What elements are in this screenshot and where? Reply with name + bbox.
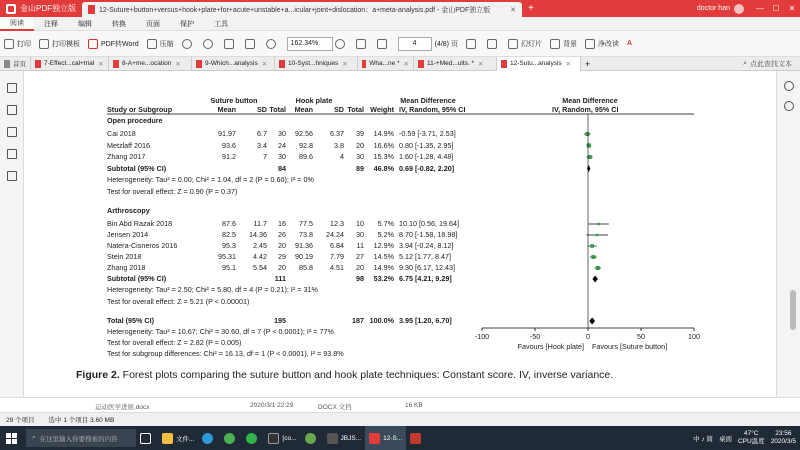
- tab-label: 首页: [13, 61, 26, 68]
- arthro-row-5-total-2: 20: [356, 263, 364, 272]
- user-account[interactable]: [697, 4, 744, 14]
- pdf-icon: [279, 60, 285, 68]
- windows-icon: [6, 433, 17, 444]
- arthro-row-1-sd-1: 11.7: [253, 219, 267, 228]
- pdf-icon: [35, 60, 41, 68]
- last-page-icon: [487, 39, 497, 49]
- pdf-page: [24, 71, 776, 397]
- more-label: A: [626, 40, 633, 47]
- arthro-row-3-ci: 3.94 [-0.24, 8.12]: [399, 241, 454, 250]
- arthro-row-2-ci: 8.70 [-1.58, 18.98]: [399, 230, 458, 239]
- arthro-row-5-mean-2: 85.8: [299, 263, 313, 272]
- close-icon[interactable]: ✕: [565, 60, 572, 68]
- tab-doc-12[interactable]: [497, 57, 581, 71]
- close-icon[interactable]: ✕: [98, 60, 104, 68]
- open-row-3-mean-1: 91.2: [222, 152, 236, 161]
- zoom-in-button[interactable]: [335, 39, 348, 49]
- menu-page[interactable]: 页面: [146, 20, 160, 28]
- col-mean-1: Mean: [217, 105, 236, 114]
- taskbar-app-edge[interactable]: [198, 426, 220, 450]
- tab-label: 7-Effect...cal+trial: [44, 60, 95, 67]
- pdf-icon: [418, 60, 424, 68]
- arthro-row-4-total-2: 27: [356, 252, 364, 261]
- annotations-icon[interactable]: [7, 127, 17, 137]
- subgroup-arthroscopy: Arthroscopy: [107, 206, 150, 215]
- document-tabs: [0, 57, 800, 71]
- total-total-1: 195: [274, 316, 286, 325]
- col-total-2: Total: [347, 105, 364, 114]
- open-overall-test: Test for overall effect: Z = 0.90 (P = 0.37): [107, 187, 238, 196]
- compress-icon: [147, 39, 157, 49]
- arthro-row-2-sd-2: 24.24: [326, 230, 344, 239]
- arthro-row-1-ci: 10.10 [0.56, 19.64]: [399, 219, 459, 228]
- open-heterogeneity: Heterogeneity: Tau² = 0.00; Chi² = 1.04, df = 2 (P = 0.60); I² = 0%: [107, 175, 314, 184]
- toolbar: [0, 31, 800, 57]
- task-view-button[interactable]: [136, 426, 158, 450]
- taskbar-app-label: JBJS...: [340, 434, 362, 442]
- arthro-row-3-point: [590, 244, 594, 248]
- open-row-2-sd-1: 3.4: [257, 140, 267, 150]
- title-bar: [0, 0, 800, 17]
- arthro-row-4-sd-1: 4.42: [253, 252, 267, 261]
- tab-doc-what[interactable]: [358, 57, 414, 71]
- figure-caption-text: Forest plots comparing the suture button and hook plate techniques: Constant score. IV, inverse variance.: [119, 369, 614, 381]
- arthro-heterogeneity: Heterogeneity: Tau² = 2.50; Chi² = 5.80, df = 4 (P = 0.21); I² = 31%: [107, 285, 318, 294]
- wechat-icon: [246, 433, 257, 444]
- time: 23:56: [775, 430, 792, 437]
- arthro-row-3-weight: 12.9%: [373, 241, 394, 250]
- col-total-1: Total: [269, 105, 286, 114]
- tab-label: 11-+Med...ults. *: [427, 60, 475, 67]
- taskbar-app-co[interactable]: [264, 426, 300, 450]
- arthro-row-3-study: Natera-Cisneros 2016: [107, 241, 178, 250]
- arthro-row-4-ci: 5.12 [1.77, 8.47]: [399, 252, 451, 261]
- new-tab-icon[interactable]: +: [585, 58, 591, 69]
- app-menu[interactable]: [0, 0, 82, 17]
- col-sd-1: SD: [257, 105, 267, 114]
- print-label: 打印: [17, 40, 31, 48]
- search-icon: ⌕: [743, 59, 747, 67]
- background-button[interactable]: [550, 39, 577, 49]
- x-tick-label: 50: [637, 332, 645, 341]
- bookmarks-icon[interactable]: [7, 105, 17, 115]
- open-row-2-point: [587, 143, 591, 147]
- total-diamond: [589, 318, 595, 325]
- word-icon: [88, 39, 98, 49]
- compress-label: 压缩: [159, 40, 174, 48]
- tab-label: 8-A+me...ocation: [122, 60, 172, 67]
- close-icon[interactable]: ✕: [342, 60, 348, 68]
- taskbar-app-other[interactable]: [406, 426, 428, 450]
- pdf-icon: [113, 60, 119, 68]
- arthro-row-4-sd-2: 7.79: [330, 252, 344, 261]
- maximize-icon[interactable]: ☐: [772, 4, 780, 13]
- open-row-3-total-1: 30: [278, 152, 286, 161]
- pdf-icon: [362, 60, 366, 68]
- left-sidebar: [0, 71, 24, 412]
- taskbar-app-explorer[interactable]: [158, 426, 198, 450]
- compress-button[interactable]: [147, 39, 174, 49]
- clock[interactable]: [771, 430, 796, 446]
- page-count-label: (4/8) 页: [434, 40, 458, 48]
- open-row-2-weight: 16.6%: [373, 140, 394, 150]
- header-hook-plate: Hook plate: [295, 96, 333, 105]
- rotate-left-button[interactable]: [182, 39, 195, 49]
- tab-home[interactable]: [0, 57, 31, 71]
- search-panel-icon[interactable]: [7, 171, 17, 181]
- find-text-button[interactable]: [743, 59, 800, 69]
- tab-doc-8[interactable]: [109, 57, 192, 71]
- open-row-1-mean-1: 91.97: [218, 129, 236, 138]
- open-subtotal-total-1: 84: [278, 163, 286, 173]
- total-ci: 3.95 [1.20, 6.70]: [399, 316, 452, 325]
- total-weight: 100.0%: [369, 316, 394, 325]
- fit-page-icon: [245, 39, 255, 49]
- open-subtotal-weight: 46.8%: [373, 163, 394, 173]
- close-icon[interactable]: ✕: [261, 60, 268, 68]
- find-text-label: 点此查找文本: [750, 60, 792, 68]
- window-icon: [268, 433, 279, 444]
- arthro-row-4-study: Stein 2018: [107, 252, 142, 261]
- arthro-row-2-total-2: 30: [356, 230, 364, 239]
- arthro-row-5-sd-1: 5.54: [253, 263, 267, 272]
- cpu-temp: [738, 430, 765, 446]
- arthro-row-4-total-1: 29: [278, 252, 286, 261]
- arthro-row-3-mean-1: 95.3: [222, 241, 236, 250]
- fit-width-button[interactable]: [224, 39, 237, 49]
- arthro-row-5-weight: 14.9%: [373, 263, 394, 272]
- pdf-to-word-button[interactable]: [88, 39, 139, 49]
- figure-caption: [76, 369, 613, 381]
- open-row-2-ci: 0.80 [-1.35, 2.95]: [399, 140, 454, 150]
- open-row-1-study: Cai 2018: [107, 129, 136, 138]
- tab-doc-10[interactable]: [275, 57, 358, 71]
- page-count: [435, 39, 458, 49]
- taskbar-app-label: 12-S...: [383, 434, 403, 442]
- col-sd-2: SD: [334, 105, 344, 114]
- arthro-overall-test: Test for overall effect: Z = 5.21 (P < 0.00001): [107, 297, 250, 306]
- arthro-row-4-point: [591, 255, 595, 259]
- arthro-row-5-point: [596, 266, 600, 270]
- header-mean-difference-plot: Mean Difference: [562, 96, 618, 105]
- menu-read[interactable]: 阅读: [0, 17, 34, 31]
- open-row-2-study: Metzlaff 2016: [107, 140, 151, 150]
- start-button[interactable]: [0, 426, 22, 450]
- taskbar-app-browser2[interactable]: [301, 426, 323, 450]
- slideshow-button[interactable]: [508, 39, 542, 49]
- app-icon: [410, 433, 421, 444]
- tab-label: 9-Which...analysis: [205, 60, 258, 67]
- arthro-row-2-study: Jensen 2014: [107, 230, 149, 239]
- subgroup-open: Open procedure: [107, 116, 163, 125]
- taskbar-app-pdf[interactable]: [365, 426, 406, 450]
- window-controls: [752, 4, 800, 13]
- arthro-subtotal-weight: 53.2%: [373, 274, 394, 283]
- printer-icon: [4, 39, 14, 49]
- arthro-row-3-sd-1: 2.45: [253, 241, 267, 250]
- pdf-to-word-label: PDF转Word: [101, 40, 139, 48]
- arthro-row-1-mean-2: 77.5: [299, 219, 313, 228]
- open-subtotal-label: Subtotal (95% CI): [107, 163, 167, 173]
- taskbar-app-jbjs[interactable]: [323, 426, 366, 450]
- open-row-2-mean-2: 92.8: [299, 140, 313, 150]
- arthro-row-1-weight: 5.7%: [377, 219, 394, 228]
- cpu-label: CPU温度: [737, 438, 765, 445]
- arthro-subtotal-ci: 6.75 [4.21, 9.29]: [399, 274, 452, 283]
- browser-icon: [305, 433, 316, 444]
- properties-icon[interactable]: [784, 81, 794, 91]
- open-row-2-sd-2: 3.8: [334, 140, 344, 150]
- taskbar-search[interactable]: [26, 429, 136, 447]
- app-name: 金山PDF独立版: [20, 4, 76, 13]
- avatar: [734, 4, 744, 14]
- vertical-scrollbar[interactable]: [790, 290, 796, 330]
- arthro-row-3-total-2: 11: [356, 241, 364, 250]
- arthro-row-1-study: Bin Abd Razak 2018: [107, 219, 173, 228]
- document-window-tab[interactable]: [82, 2, 522, 17]
- arthro-row-1-total-1: 16: [278, 219, 286, 228]
- arthro-row-4-mean-2: 90.19: [295, 252, 313, 261]
- pdf-icon: [501, 60, 507, 68]
- close-window-icon[interactable]: ✕: [788, 4, 796, 13]
- x-tick-label: 0: [586, 332, 590, 341]
- search-icon: ⌕: [32, 434, 36, 441]
- prev-page-icon: [377, 39, 387, 49]
- background-label: 背景: [562, 40, 577, 48]
- close-icon[interactable]: ✕: [175, 60, 181, 68]
- taskbar-app-wechat[interactable]: [242, 426, 264, 450]
- open-row-1-sd-2: 6.37: [330, 129, 344, 138]
- favours-left: Favours [Hook plate]: [517, 342, 584, 351]
- col-md-ci: IV, Random, 95% CI: [399, 105, 466, 114]
- open-row-3-study: Zhang 2017: [107, 152, 146, 161]
- arthro-row-2-total-1: 26: [278, 230, 286, 239]
- temp-value: 47°C: [744, 430, 759, 437]
- pdf-icon: [196, 60, 202, 68]
- thumbnails-icon[interactable]: [7, 83, 17, 93]
- arthro-row-2-mean-2: 73.8: [299, 230, 313, 239]
- menu-bar: [0, 17, 800, 31]
- open-row-2-mean-1: 93.6: [222, 140, 236, 150]
- arthro-row-4-mean-1: 95.31: [218, 252, 236, 261]
- prev-page-button[interactable]: [377, 39, 390, 49]
- total-label: Total (95% CI): [107, 316, 154, 325]
- arthro-row-1-sd-2: 12.3: [330, 219, 344, 228]
- arthro-subtotal-total-2: 98: [356, 274, 364, 283]
- arthro-row-3-total-1: 20: [278, 241, 286, 250]
- clean-read-icon: [585, 39, 595, 49]
- open-row-1-ci: -0.59 [-3.71, 2.53]: [399, 129, 456, 138]
- arthro-row-2-weight: 5.2%: [377, 230, 394, 239]
- pdf-icon: [88, 5, 95, 14]
- x-tick-label: -50: [529, 332, 541, 341]
- zoom-out-button[interactable]: [266, 39, 279, 49]
- date: 2020/3/5: [770, 438, 796, 445]
- pdf-icon: [369, 433, 380, 444]
- file-type: DOCX 文档: [318, 404, 352, 411]
- background-icon: [550, 39, 560, 49]
- arthro-row-2-point: [596, 234, 598, 236]
- total-total-2: 187: [352, 316, 364, 325]
- x-tick-label: -100: [474, 332, 490, 341]
- col-mean-2: Mean: [294, 105, 313, 114]
- desktop-label[interactable]: 桌面: [718, 435, 732, 443]
- taskbar-app-label: 文件...: [176, 435, 195, 443]
- status-bar: [0, 412, 800, 426]
- close-icon[interactable]: ✕: [510, 6, 516, 14]
- x-tick-label: 100: [688, 332, 700, 341]
- file-name: 运动医学进展.docx: [95, 404, 150, 411]
- open-row-3-ci: 1.60 [-1.28, 4.48]: [399, 152, 454, 161]
- arthro-subtotal-diamond: [592, 276, 597, 283]
- open-row-1-total-2: 39: [356, 129, 364, 138]
- total-heterogeneity: Heterogeneity: Tau² = 10.67; Chi² = 30.60, df = 7 (P < 0.0001); I² = 77%: [107, 327, 334, 336]
- arthro-row-5-mean-1: 95.1: [222, 263, 236, 272]
- arthro-row-4-weight: 14.5%: [373, 252, 394, 261]
- last-page-button[interactable]: [487, 39, 500, 49]
- file-row[interactable]: [0, 397, 800, 412]
- document-icon: [327, 433, 338, 444]
- total-overall-test: Test for overall effect: Z = 2.82 (P = 0.005): [107, 338, 242, 347]
- home-icon: [4, 60, 10, 68]
- next-page-button[interactable]: [466, 39, 479, 49]
- arthro-row-1-total-2: 10: [356, 219, 364, 228]
- open-row-3-sd-1: 7: [263, 152, 267, 161]
- open-row-2-total-2: 20: [356, 140, 364, 150]
- attachments-icon[interactable]: [7, 149, 17, 159]
- edge-icon: [202, 433, 213, 444]
- chrome-icon: [224, 433, 235, 444]
- arthro-subtotal-total-1: 111: [274, 274, 286, 283]
- menu-annotate[interactable]: 注释: [44, 20, 58, 28]
- tab-doc-9[interactable]: [192, 57, 275, 71]
- page-number-input[interactable]: 4: [398, 37, 432, 51]
- right-sidebar: [776, 71, 800, 412]
- item-count: 29 个项目: [6, 417, 35, 424]
- fit-width-icon: [224, 39, 234, 49]
- close-icon[interactable]: ✕: [403, 60, 409, 68]
- first-page-button[interactable]: [356, 39, 369, 49]
- rotate-right-button[interactable]: [203, 39, 216, 49]
- arthro-row-3-sd-2: 6.84: [330, 241, 344, 250]
- clean-read-label: 净改读: [597, 40, 619, 48]
- arthro-row-5-study: Zhang 2018: [107, 263, 146, 272]
- file-date: 2020/3/1 22:29: [250, 402, 294, 409]
- more-button[interactable]: [627, 40, 632, 47]
- print-template-label: 打印模板: [52, 40, 80, 48]
- share-icon[interactable]: [784, 101, 794, 111]
- taskbar-app-label: [co...: [282, 434, 297, 442]
- slideshow-label: 幻灯片: [520, 40, 542, 48]
- fit-page-button[interactable]: [245, 39, 258, 49]
- open-row-3-total-2: 30: [356, 152, 364, 161]
- app-logo-icon: [6, 4, 16, 14]
- new-tab-icon[interactable]: +: [528, 3, 534, 14]
- open-row-1-weight: 14.9%: [373, 129, 394, 138]
- figure-label: Figure 2.: [76, 369, 120, 381]
- next-page-icon: [466, 39, 476, 49]
- zoom-out-icon: [266, 39, 276, 49]
- selection-info: 选中 1 个项目 3.60 MB: [48, 417, 115, 424]
- open-subtotal-ci: 0.69 [-0.82, 2.20]: [399, 163, 455, 173]
- arthro-row-3-mean-2: 91.36: [295, 241, 313, 250]
- tab-doc-11[interactable]: [414, 57, 497, 71]
- open-subtotal-total-2: 89: [356, 163, 364, 173]
- menu-edit[interactable]: 编辑: [78, 20, 92, 28]
- open-subtotal-diamond: [587, 165, 590, 172]
- open-row-2-total-1: 24: [278, 140, 286, 150]
- clean-read-button[interactable]: [585, 39, 619, 49]
- template-icon: [39, 39, 49, 49]
- menu-protect[interactable]: 保护: [180, 20, 194, 28]
- tab-label: 12-Sutu...analysis: [510, 60, 562, 67]
- open-row-3-mean-2: 89.6: [299, 152, 313, 161]
- col-weight: Weight: [370, 105, 394, 114]
- task-view-icon: [140, 433, 151, 444]
- taskbar-search-placeholder: 在这里输入你要搜索的内容: [39, 435, 118, 443]
- col-study: Study or Subgroup: [107, 105, 173, 114]
- print-button[interactable]: [4, 39, 31, 49]
- folder-icon: [162, 433, 173, 444]
- open-row-1-total-1: 30: [278, 129, 286, 138]
- favours-right: Favours [Suture button]: [592, 342, 668, 351]
- open-row-1-point: [585, 132, 589, 136]
- menu-tools[interactable]: 工具: [214, 20, 228, 28]
- document-title: 12-Suture+button+versus+hook+plate+for+acute+unstable+a...icular+joint+dislocation：a+meta-analysis.pdf - 金山PDF独立版: [99, 6, 491, 14]
- taskbar: [0, 426, 800, 450]
- arthro-row-1-mean-1: 87.6: [222, 219, 236, 228]
- taskbar-app-chrome[interactable]: [220, 426, 242, 450]
- zoom-select[interactable]: 162.34%: [287, 37, 333, 51]
- open-row-1-mean-2: 92.56: [295, 129, 313, 138]
- tab-doc-7[interactable]: [31, 57, 109, 71]
- slideshow-icon: [508, 39, 518, 49]
- close-icon[interactable]: ✕: [478, 60, 484, 68]
- open-row-3-sd-2: 4: [340, 152, 344, 161]
- header-suture-button: Suture button: [210, 96, 258, 105]
- arthro-row-1-point: [597, 223, 599, 225]
- arthro-row-5-sd-2: 4.51: [330, 263, 344, 272]
- arthro-row-5-ci: 9.30 [6.17, 12.43]: [399, 263, 455, 272]
- tab-label: Wha...ne *: [369, 60, 400, 67]
- menu-convert[interactable]: 转换: [112, 20, 126, 28]
- header-mean-difference: Mean Difference: [400, 96, 456, 105]
- arthro-row-2-mean-1: 82.5: [222, 230, 236, 239]
- ime-indicator[interactable]: 中 ♪ 简: [693, 435, 713, 443]
- tab-label: 10-Syst...hniques: [288, 60, 339, 67]
- arthro-row-5-total-1: 20: [278, 263, 286, 272]
- system-tray: [687, 430, 800, 446]
- file-size: 16 KB: [405, 402, 423, 409]
- minimize-icon[interactable]: —: [756, 4, 764, 13]
- open-row-1-sd-1: 6.7: [257, 129, 267, 138]
- print-template-button[interactable]: [39, 39, 80, 49]
- col-md-plot: IV, Random, 95% CI: [552, 105, 619, 114]
- rotate-right-icon: [203, 39, 213, 49]
- open-row-3-weight: 15.3%: [373, 152, 394, 161]
- rotate-left-icon: [182, 39, 192, 49]
- first-page-icon: [356, 39, 366, 49]
- subgroup-differences-test: Test for subgroup differences: Chi² = 16.13, df = 1 (P < 0.0001), I² = 93.8%: [107, 349, 344, 358]
- user-name: doctor han: [696, 5, 730, 12]
- arthro-subtotal-label: Subtotal (95% CI): [107, 274, 167, 283]
- zoom-in-icon: [335, 39, 345, 49]
- arthro-row-2-sd-1: 14.36: [249, 230, 267, 239]
